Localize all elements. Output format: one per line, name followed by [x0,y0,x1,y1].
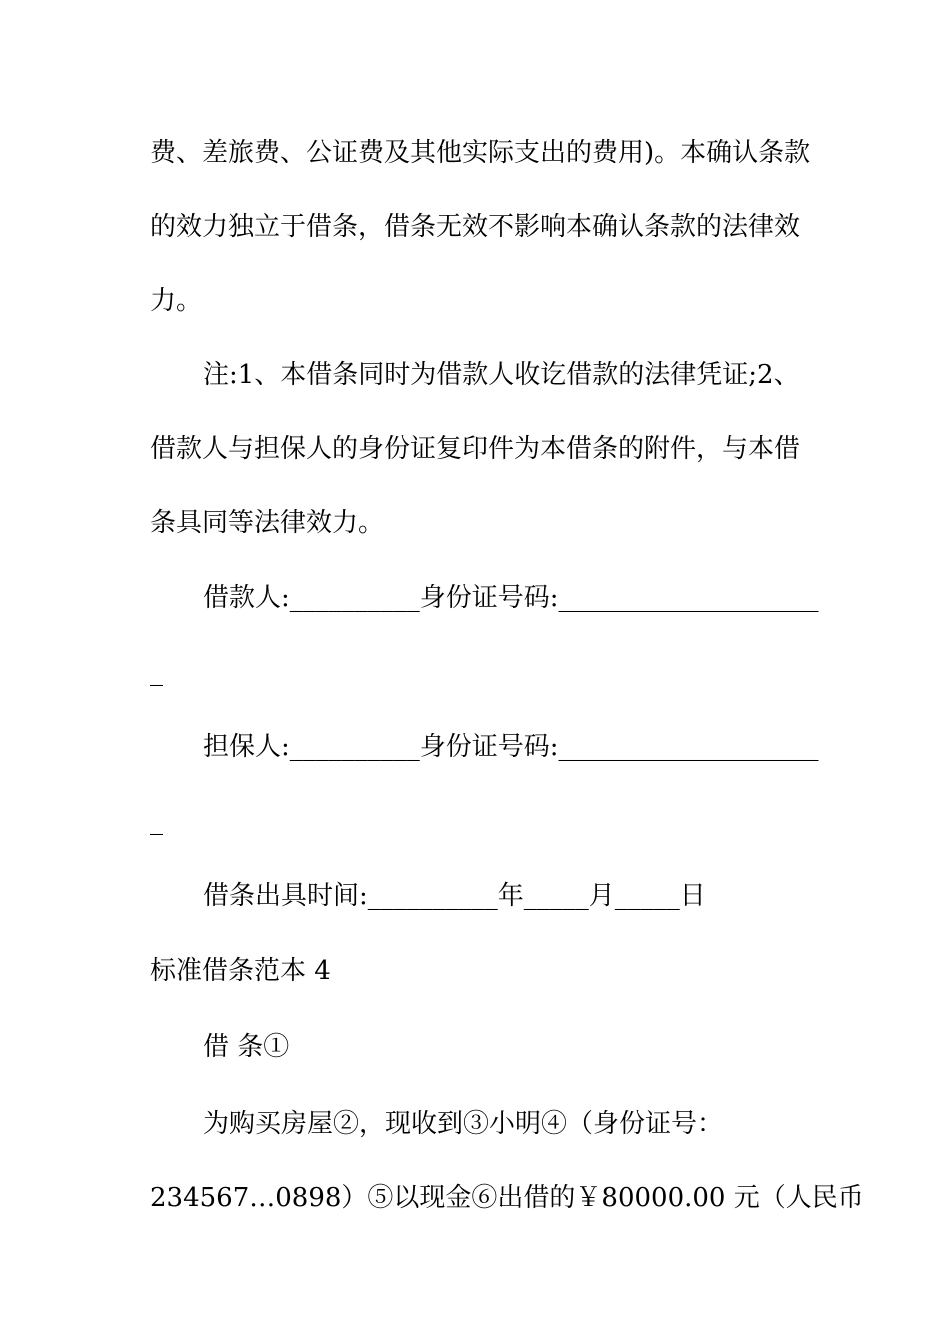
paragraph-line: 的效力独立于借条，借条无效不影响本确认条款的法律效 [150,212,801,242]
borrower-field-continuation: _ [150,657,163,687]
paragraph-line: 费、差旅费、公证费及其他实际支出的费用)。本确认条款 [150,138,811,168]
receipt-title: 借 条① [203,1032,290,1062]
receipt-body-line: 为购买房屋②，现收到③小明④（身份证号： [203,1109,724,1139]
note-line: 条具同等法律效力。 [150,508,385,538]
issue-date-line: 借条出具时间:__________年_____月_____日 [203,881,706,911]
guarantor-field-line: 担保人:__________身份证号码:____________________ [203,732,819,762]
guarantor-field-continuation: _ [150,806,163,836]
borrower-field-line: 借款人:__________身份证号码:____________________ [203,583,819,613]
receipt-body-line: 234567…0898）⑤以现金⑥出借的￥80000.00 元（人民币 [150,1183,864,1213]
paragraph-line: 力。 [150,286,203,316]
note-line: 注:1、本借条同时为借款人收讫借款的法律凭证;2、 [203,360,800,390]
section-title: 标准借条范本 4 [150,956,331,986]
note-line: 借款人与担保人的身份证复印件为本借条的附件，与本借 [150,434,801,464]
